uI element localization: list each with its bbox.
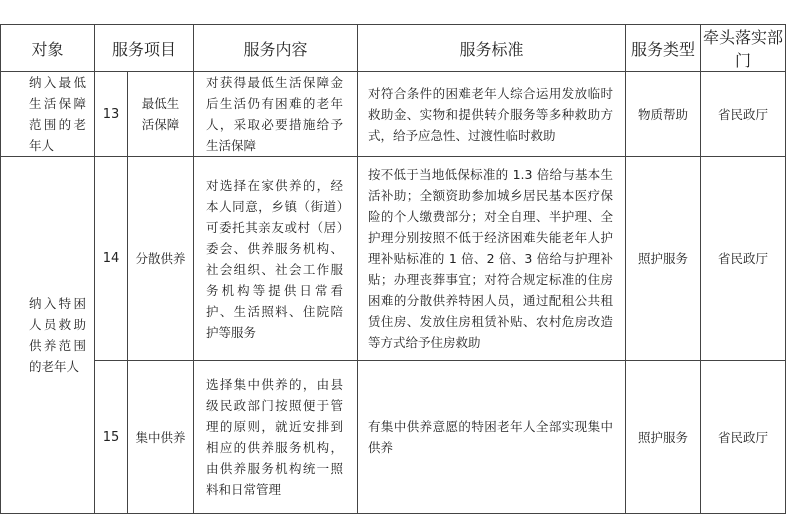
- item-number: 15: [95, 361, 128, 514]
- item-number: 14: [95, 157, 128, 361]
- dept-cell: 省民政厅: [701, 157, 786, 361]
- object-cell: 纳入最低生活保障范围的老年人: [1, 72, 95, 157]
- table-row: [1, 72, 786, 157]
- header-object: 对象: [1, 25, 95, 72]
- service-table: [0, 24, 786, 514]
- item-name: 最低生活保障: [128, 72, 194, 157]
- header-dept: 牵头落实部门: [701, 25, 786, 72]
- standard-cell: 按不低于当地低保标准的 1.3 倍给与基本生活补助；全额资助参加城乡居民基本医疗保险的个人缴费部分；对全自理、半护理、全护理分别按照不低于经济困难失能老年人护理补贴标准的 1 倍、2 倍、3 倍给与护理补贴；办理丧葬事宜；对符合规定标准的住房困难的分散供养特困人员，通过配租公共租赁住房、发放住房租赁补贴、农村危房改造等方式给予住房救助: [358, 157, 626, 361]
- standard-cell: 对符合条件的困难老年人综合运用发放临时救助金、实物和提供转介服务等多种救助方式，给予应急性、过渡性临时救助: [358, 72, 626, 157]
- content-cell: 选择集中供养的，由县级民政部门按照便于管理的原则，就近安排到相应的供养服务机构，由供养服务机构统一照料和日常管理: [194, 361, 358, 514]
- table-row: [1, 157, 786, 361]
- table-row: [1, 361, 786, 514]
- type-cell: 照护服务: [626, 157, 701, 361]
- item-name: 分散供养: [128, 157, 194, 361]
- header-row: [1, 25, 786, 72]
- object-cell: 纳入特困人员救助供养范围的老年人: [1, 157, 95, 514]
- header-standard: 服务标准: [358, 25, 626, 72]
- dept-cell: 省民政厅: [701, 72, 786, 157]
- item-name: 集中供养: [128, 361, 194, 514]
- item-number: 13: [95, 72, 128, 157]
- type-cell: 物质帮助: [626, 72, 701, 157]
- content-cell: 对选择在家供养的，经本人同意，乡镇（街道）可委托其亲友或村（居）委会、供养服务机构、社会组织、社会工作服务机构等提供日常看护、生活照料、住院陪护等服务: [194, 157, 358, 361]
- header-item: 服务项目: [95, 25, 194, 72]
- content-cell: 对获得最低生活保障金后生活仍有困难的老年人，采取必要措施给予生活保障: [194, 72, 358, 157]
- header-content: 服务内容: [194, 25, 358, 72]
- header-type: 服务类型: [626, 25, 701, 72]
- standard-cell: 有集中供养意愿的特困老年人全部实现集中供养: [358, 361, 626, 514]
- dept-cell: 省民政厅: [701, 361, 786, 514]
- type-cell: 照护服务: [626, 361, 701, 514]
